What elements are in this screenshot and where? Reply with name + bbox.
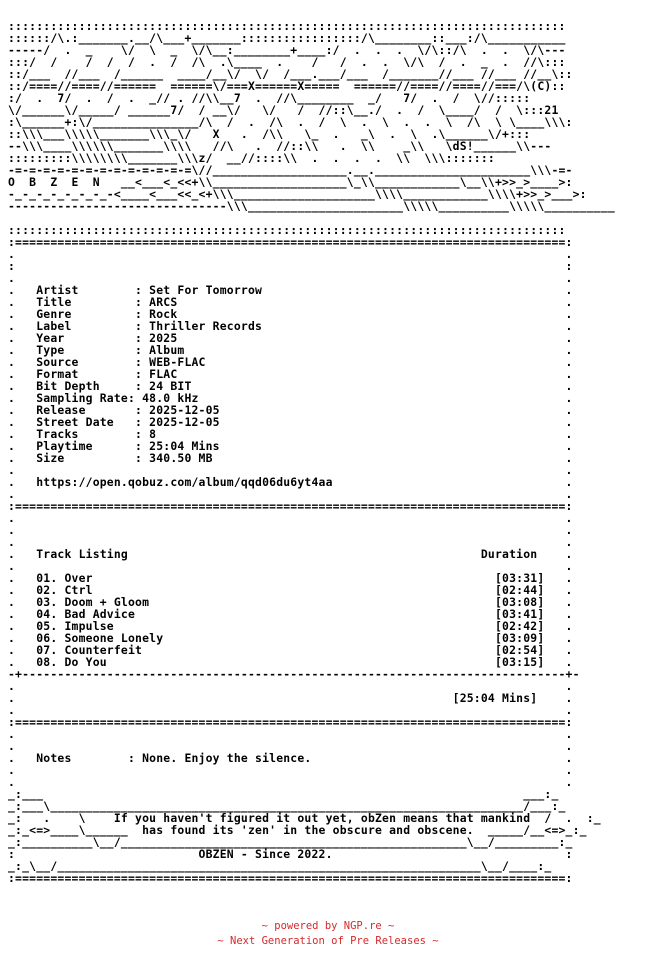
powered-by-text[interactable]: ~ powered by NGP.re ~ xyxy=(261,920,395,932)
nfo-text-art: ::::::::::::::::::::::::::::::::::::::::::::::::::::::::::::::::::::::::::::::: ::::::/\.:_______.__/\___+_______:::::::::::::::::/\________::___:/\___________ -----/ . _ \/ \ _ \/\__:________+____:/ . . . \/\::/\ . . \/\--- :::/ / / / / . / /\ .\____ . / / . . \/\ / . _ . //\::: ::/___ //___ /______ ____/__\/ \/ /___.___/___ /_______//___ //___ //__\:: ::/====//====//====== ======\/===X======X===== ======//====//====//===/\(C):: :/ . 7/ . / . _// . //\\__7 . //\________ _/ 7/ . / \//::::: \/______\/_____/ ______7/ / __\/ \/ / //::\__./ . / \____/ / \:::21 :\______+:\/_______________/\ / . /\ . / \ . \ . . \ /\ \ \____\\\: ::\\\___\\\\\_______\\\_\/ X . /\\ \_ . _\ . \ .\______\/+::: --\\\____\\\\\\_______\\\\ //\ . //::\\ . \\ _\\ \dS!______\\--- :::::::::\\\\\\\\_______\\\z/ __//::::\\ . . . . \\ \\\::::::: -=-=-=-=-=-=-=-=-=-=-=-=-=\//___________________.__.______________________\\\-=- O B Z E N __<___<_<<+\\___________________\_\\____________\__\\+>>_>____>: -_-_-_-_-_-_-_-<____<___<<_<+\\\____________________\\\\____________\\\\+>>_>___>: -------------------------------\\\______________________\\\\\__________\\\\\__________ ::::::::::::::::::::::::::::::::::::::::::::::::::::::::::::::::::::::::::::::: :==============================================================================: . . : : . . . Artist : Set For Tomorrow . . Title : ARCS . . Genre : Rock . . Label : Thriller Records . . Year : 2025 . . Type : Album . . Source : WEB-FLAC . . Format : FLAC . . Bit Depth : 24 BIT . . Sampling Rate: 48.0 kHz . . Release : 2025-12-05 . . Street Date : 2025-12-05 . . Tracks : 8 . . Playtime : 25:04 Mins . . Size : 340.50 MB . . . . https://open.qobuz.com/album/qqd06du6yt4aa . . . :==============================================================================: . . . . . . . Track Listing Duration . . . . 01. Over [03:31] . . 02. Ctrl [02:44] . . 03. Doom + Gloom [03:08] . . 04. Bad Advice [03:41] . . 05. Impulse [02:42] . . 06. Someone Lonely [03:09] . . 07. Counterfeit [02:54] . . 08. Do You [03:15] . -+-----------------------------------------------------------------------------+- . . . [25:04 Mins] . . . :==============================================================================: . . . . . Notes : None. Enjoy the silence. . . . . . _:___ ___:_ _:___\___________________________________________________________________/___:_ _: . \ If you haven't figured it out yet, obZen means that mankind / . :_ _:_<=>____\______ has found its 'zen' in the obscure and obscene. _____/__<=>_:_ _:__________\__/_________________________________________________\__/_________:_ : OBZEN - Since 2022. : _:_\__/____________________________________________________________\__/____:_ :==============================================================================: xyxy=(8,19,615,885)
powered-by-link[interactable] xyxy=(0,919,656,934)
tagline xyxy=(0,934,656,949)
tagline-text: ~ Next Generation of Pre Releases ~ xyxy=(217,935,439,947)
